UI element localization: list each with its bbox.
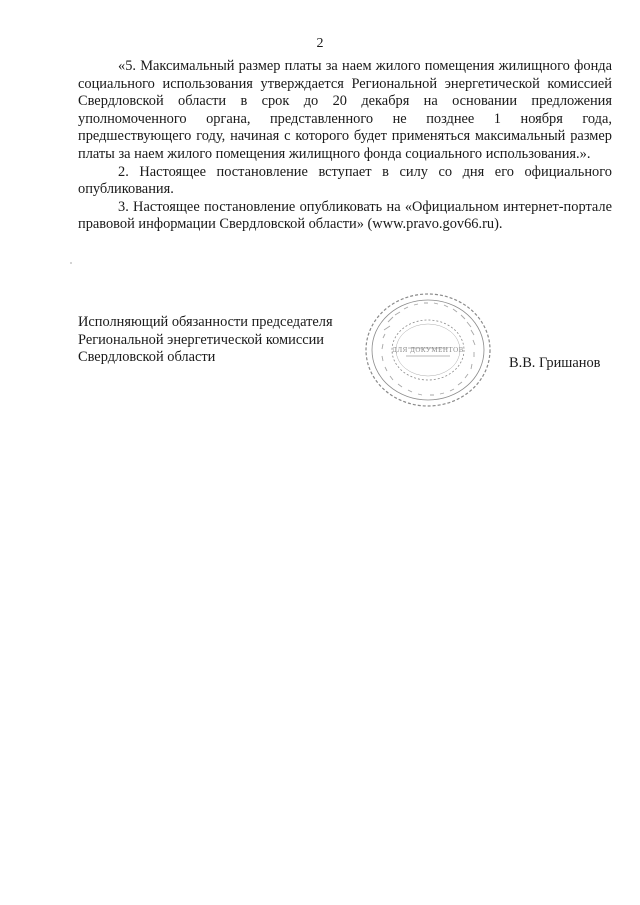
official-stamp (362, 290, 494, 410)
page-number: 2 (316, 36, 324, 51)
body-text (78, 58, 612, 234)
stamp-seal-icon (362, 290, 494, 410)
signatory-position (78, 314, 333, 367)
scan-speck (70, 262, 72, 264)
position-line: Свердловской области (78, 349, 216, 366)
paragraph-entry-into-force: 2. Настоящее постановление вступает в силу со дня его официального опубликования. (78, 163, 612, 198)
position-line: Региональной энергетической комиссии (78, 331, 324, 348)
position-line: Исполняющий обязанности председателя (78, 314, 333, 330)
paragraph-publication: 3. Настоящее постановление опубликовать на «Официальном интернет-портале правовой информации Свердловской области» (www.pravo.gov66.ru). (78, 198, 612, 233)
signatory-name: В.В. Гришанов (509, 355, 601, 371)
paragraph-clause-5: «5. Максимальный размер платы за наем жилого помещения жилищного фонда социального использования утверждается Региональной энергетической комиссией Свердловской области в срок до 20 декабря на основании предложения уполномоченного органа, представленного не позднее 1 ноября года, предшествующего году, начиная с которого будет применяться максимальный размер платы за наем жилого помещения жилищного фонда социального использования.». (78, 58, 612, 162)
stamp-center-text: ДЛЯ ДОКУМЕНТОВ (392, 346, 464, 354)
